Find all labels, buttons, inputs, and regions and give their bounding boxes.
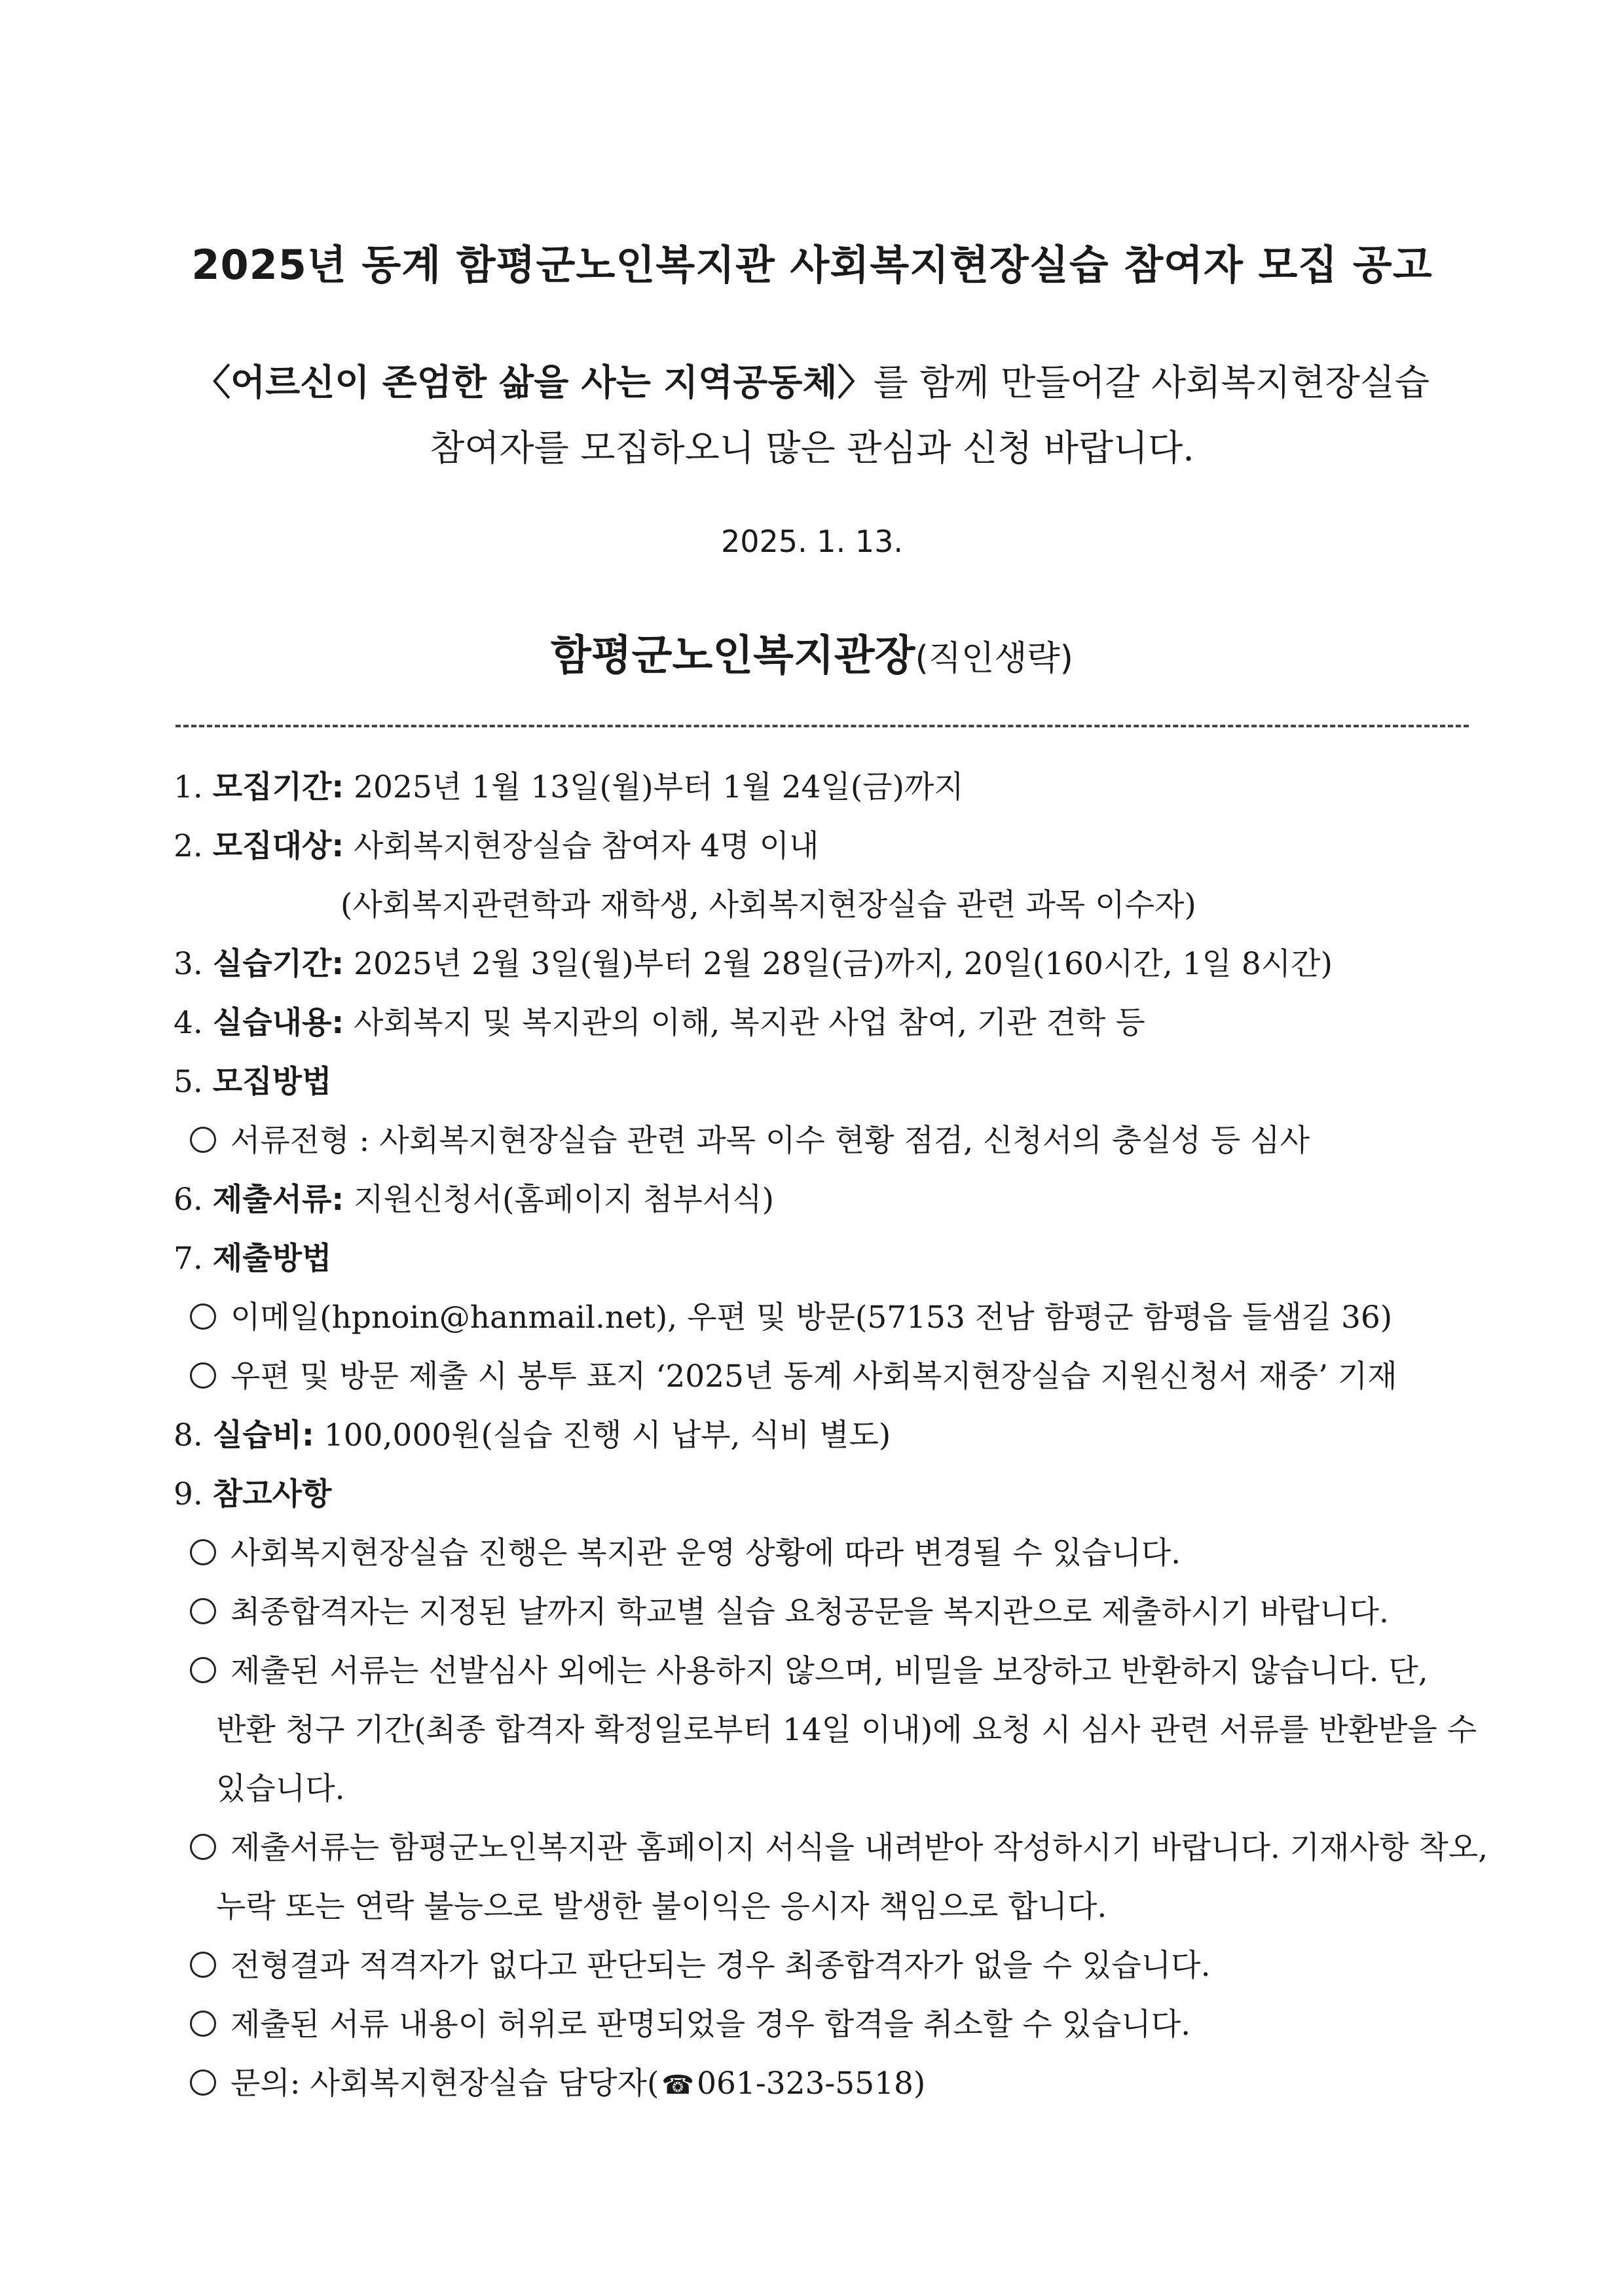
list-item [190, 1647, 1493, 1690]
bullet-text: 우편 및 방문 제출 시 봉투 표지 ‘2025년 동계 사회복지현장실습 지원신청서 재중’ 기재 [231, 1358, 1397, 1394]
item-submit-method [174, 1234, 1483, 1278]
issuer [0, 622, 1624, 682]
item-number: 8. [174, 1417, 203, 1453]
item-practice-period [174, 939, 1483, 983]
contact-item [190, 2059, 1493, 2103]
item-fee [174, 1411, 1483, 1455]
intro-line-2: 참여자를 모집하오니 많은 관심과 신청 바랍니다. [430, 427, 1194, 469]
announcement-date: 2025. 1. 13. [721, 524, 903, 559]
bullet-circle-icon [190, 2011, 216, 2037]
item-text: 사회복지 및 복지관의 이해, 복지관 사업 참여, 기관 견학 등 [354, 1005, 1145, 1041]
bullet-circle-icon [190, 2069, 216, 2096]
bullet-text: 서류전형 : 사회복지현장실습 관련 과목 이수 현황 점검, 신청서의 충실성 등 심사 [231, 1123, 1310, 1159]
item-text: 100,000원(실습 진행 시 납부, 식비 별도) [323, 1417, 891, 1453]
list-item [190, 1116, 1493, 1160]
item-text: 사회복지현장실습 참여자 4명 이내 [354, 828, 819, 864]
contact-label: 문의: 사회복지현장실습 담당자( [231, 2066, 659, 2102]
item-recruit-target [174, 822, 1483, 866]
intro-emphasis: 〈어르신이 존엄한 삶을 사는 지역공동체〉 [194, 361, 874, 403]
bullet-text-continued: 반환 청구 기간(최종 합격자 확정일로부터 14일 이내)에 요청 시 심사 관련 서류를 반환받을 수 [216, 1712, 1477, 1748]
dashed-divider [175, 725, 1469, 727]
item-label: 실습내용: [212, 1005, 344, 1041]
item-text: 2025년 1월 13일(월)부터 1월 24일(금)까지 [354, 769, 964, 805]
bullet-text: 최종합격자는 지정된 날까지 학교별 실습 요청공문을 복지관으로 제출하시기 바랍니다. [231, 1594, 1389, 1630]
item-practice-content [174, 998, 1483, 1042]
item-text: 2025년 2월 3일(월)부터 2월 28일(금)까지, 20일(160시간, 1일 8시간) [354, 946, 1333, 982]
item-recruit-method [174, 1057, 1483, 1101]
seal-note: (직인생략) [915, 639, 1073, 678]
bullet-circle-icon [190, 1834, 216, 1860]
intro-line-1 [0, 354, 1624, 405]
bullet-text: 전형결과 적격자가 없다고 판단되는 경우 최종합격자가 없을 수 있습니다. [231, 1948, 1211, 1984]
phone-icon: ☎ [661, 2070, 695, 2100]
bullet-circle-icon [190, 1657, 216, 1683]
item-number: 6. [174, 1182, 203, 1218]
bullet-text-continued: 있습니다. [216, 1771, 345, 1807]
list-item [190, 1941, 1493, 1985]
item-number: 3. [174, 946, 203, 982]
bullet-circle-icon [190, 1539, 216, 1565]
item-label: 제출서류: [212, 1182, 344, 1218]
item-text: 지원신청서(홈페이지 첨부서식) [354, 1182, 774, 1218]
item-label: 실습기간: [212, 946, 344, 982]
item-number: 9. [174, 1476, 203, 1512]
bullet-text: 제출서류는 함평군노인복지관 홈페이지 서식을 내려받아 작성하시기 바랍니다. 기재사항 착오, [231, 1830, 1488, 1866]
list-item [190, 2000, 1493, 2044]
item-label: 모집기간: [212, 769, 344, 805]
item-recruit-period [174, 763, 1483, 807]
bullet-circle-icon [190, 1952, 216, 1978]
item-notes [174, 1470, 1483, 1514]
bullet-text-continued: 누락 또는 연락 불능으로 발생한 불이익은 응시자 책임으로 합니다. [216, 1889, 1107, 1925]
bullet-circle-icon [190, 1127, 216, 1153]
item-number: 5. [174, 1064, 203, 1100]
list-item [190, 1529, 1493, 1573]
item-label: 참고사항 [212, 1476, 332, 1512]
list-item [190, 1352, 1493, 1396]
document-title: 2025년 동계 함평군노인복지관 사회복지현장실습 참여자 모집 공고 [191, 241, 1433, 289]
item-label: 제출방법 [212, 1241, 332, 1277]
item-number: 1. [174, 769, 203, 805]
item-recruit-target-detail: (사회복지관련학과 재학생, 사회복지현장실습 관련 과목 이수자) [341, 887, 1196, 923]
item-number: 2. [174, 828, 203, 864]
list-item [190, 1823, 1493, 1867]
list-item [190, 1293, 1493, 1337]
list-item [190, 1588, 1493, 1631]
issuer-name: 함평군노인복지관장 [551, 632, 915, 680]
bullet-text: 사회복지현장실습 진행은 복지관 운영 상황에 따라 변경될 수 있습니다. [231, 1535, 1181, 1571]
bullet-circle-icon [190, 1362, 216, 1389]
item-label: 모집방법 [212, 1064, 332, 1100]
bullet-circle-icon [190, 1598, 216, 1624]
item-documents [174, 1175, 1483, 1219]
item-label: 모집대상: [212, 828, 344, 864]
item-label: 실습비: [212, 1417, 314, 1453]
bullet-text: 제출된 서류는 선발심사 외에는 사용하지 않으며, 비밀을 보장하고 반환하지 않습니다. 단, [231, 1653, 1428, 1689]
item-number: 7. [174, 1241, 203, 1277]
item-number: 4. [174, 1005, 203, 1041]
bullet-text: 이메일(hpnoin@hanmail.net), 우편 및 방문(57153 전남 함평군 함평읍 들샘길 36) [231, 1300, 1393, 1336]
intro-line-1-rest: 를 함께 만들어갈 사회복지현장실습 [873, 361, 1430, 403]
contact-phone: 061-323-5518) [697, 2066, 926, 2102]
bullet-circle-icon [190, 1303, 216, 1330]
bullet-text: 제출된 서류 내용이 허위로 판명되었을 경우 합격을 취소할 수 있습니다. [231, 2007, 1191, 2043]
